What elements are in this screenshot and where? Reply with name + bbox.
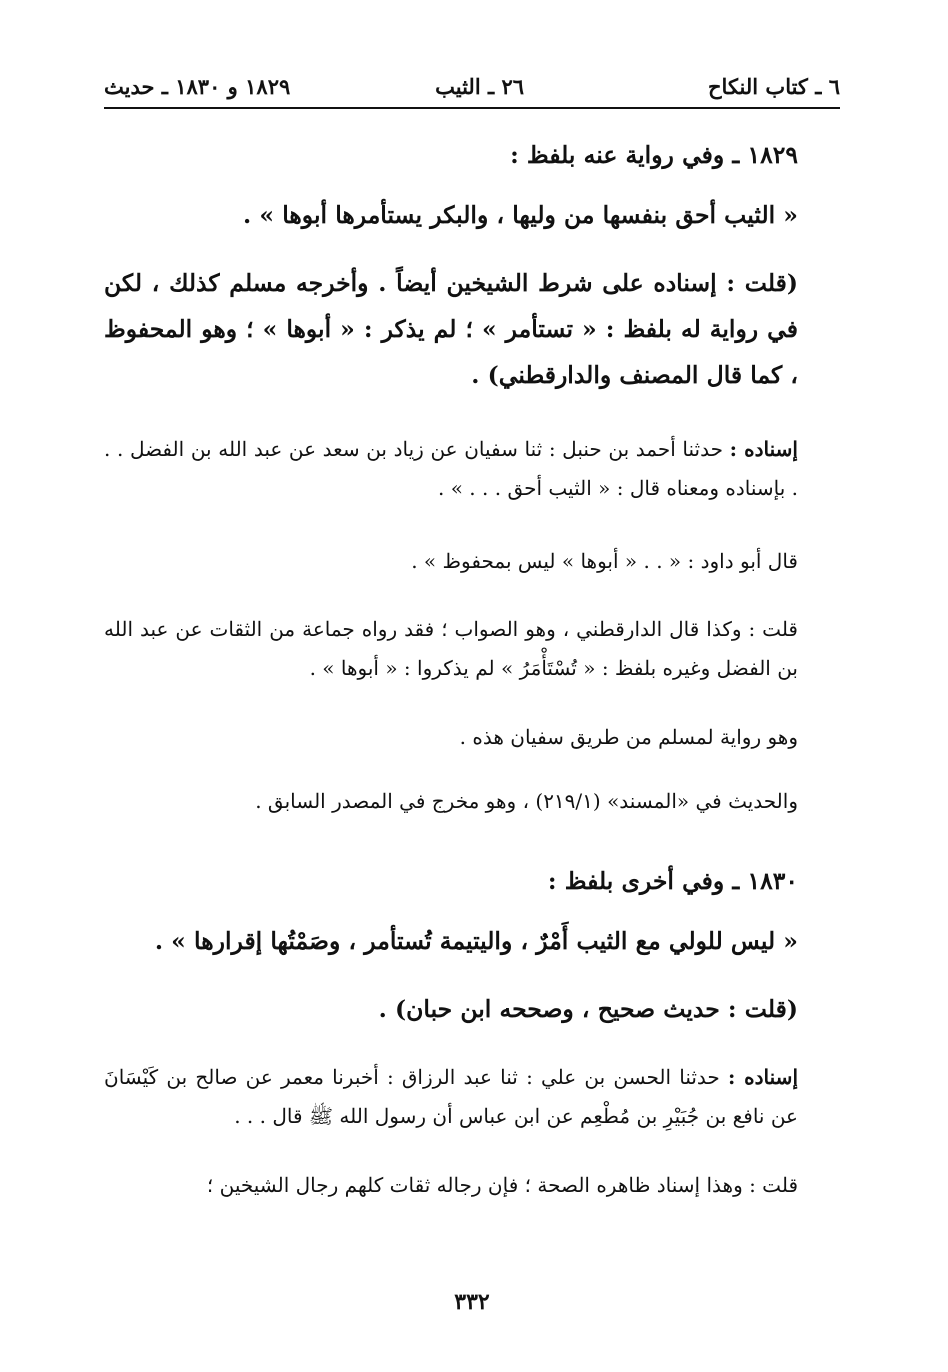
note-musnad: والحديث في «المسند» (٢١٩/١) ، وهو مخرج في المصدر السابق . <box>255 789 798 813</box>
hadith-1830-text: « ليس للولي مع الثيب أَمْرٌ ، واليتيمة تُستأمر ، وصَمْتُها إقرارها » . <box>154 927 798 955</box>
hadith-1829-intro: ١٨٢٩ ـ وفي رواية عنه بلفظ : <box>510 141 798 169</box>
isnad-label: إسناده : <box>727 1065 798 1089</box>
header-rule <box>104 107 840 109</box>
abu-dawud-remark: قال أبو داود : « . . « أبوها » ليس بمحفوظ » . <box>411 549 798 573</box>
hadith-1830-isnad <box>104 1058 840 1136</box>
header-chapter-title: ٢٦ ـ الثيب <box>435 74 524 99</box>
hadith-1829-grading: (قلت : إسناده على شرط الشيخين أيضاً . وأخرجه مسلم كذلك ، لكن في رواية له بلفظ : « تستأمر » ؛ لم يذكر : « أبوها » ؛ وهو المحفوظ ، كما قال المصنف والدارقطني) . <box>104 269 798 389</box>
isnad-text: حدثنا أحمد بن حنبل : ثنا سفيان عن زياد بن سعد عن عبد الله بن الفضل . . . بإسناده ومعناه قال : « الثيب أحق . . . » . <box>104 437 798 500</box>
note-isnad-sahih: قلت : وهذا إسناد ظاهره الصحة ؛ فإن رجاله ثقات كلهم رجال الشيخين ؛ <box>206 1173 798 1197</box>
isnad-label: إسناده : <box>729 437 798 461</box>
hadith-1829-isnad <box>104 430 840 508</box>
hadith-1830-grading: (قلت : حديث صحيح ، وصححه ابن حبان) . <box>378 995 798 1023</box>
header-book-title: ٦ ـ كتاب النكاح <box>708 74 840 99</box>
header-hadith-range: ١٨٢٩ و ١٨٣٠ ـ حديث <box>104 74 291 99</box>
page-number: ٣٣٢ <box>454 1289 490 1315</box>
running-header <box>104 74 840 104</box>
note-muslim: وهو رواية لمسلم من طريق سفيان هذه . <box>459 725 798 749</box>
book-page <box>104 60 840 1340</box>
hadith-1829-text: « الثيب أحق بنفسها من وليها ، والبكر يستأمرها أبوها » . <box>243 201 798 229</box>
hadith-1830-intro: ١٨٣٠ ـ وفي أخرى بلفظ : <box>547 867 798 895</box>
note-daraqutni: قلت : وكذا قال الدارقطني ، وهو الصواب ؛ فقد رواه جماعة من الثقات عن عبد الله بن الفضل وغيره بلفظ : « تُسْتَأْمَرُ » لم يذكروا : « أبوها » . <box>104 617 798 680</box>
isnad-text: حدثنا الحسن بن علي : ثنا عبد الرزاق : أخبرنا معمر عن صالح بن كَيْسَانَ عن نافع بن جُبَيْرِ بن مُطْعِم عن ابن عباس أن رسول الله ﷺ قال . . . <box>104 1065 798 1128</box>
